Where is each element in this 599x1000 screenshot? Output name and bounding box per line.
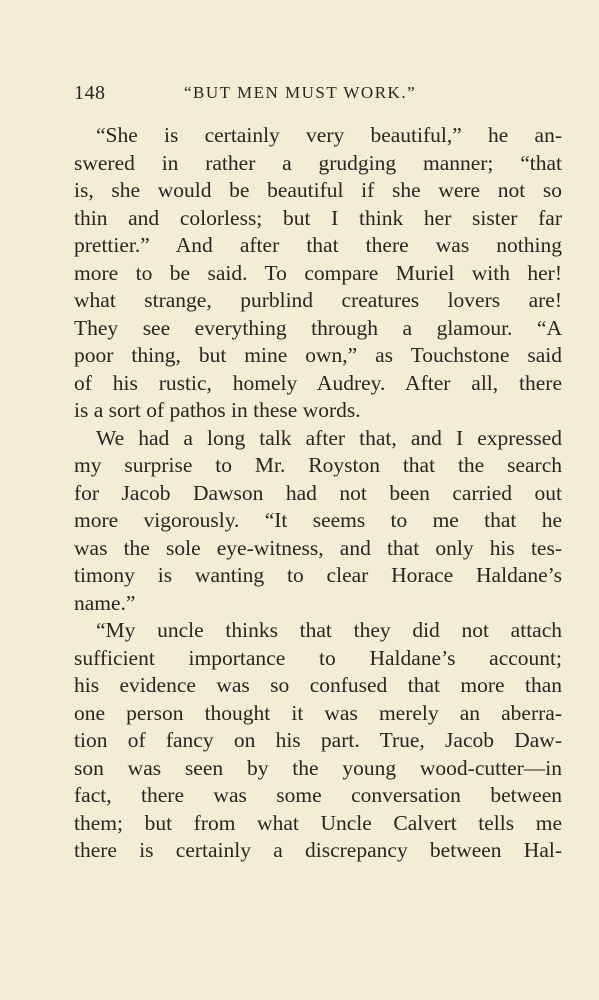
text-line: fact, there was some conversation between bbox=[74, 783, 562, 807]
text-line: thin and colorless; but I think her sister far bbox=[74, 205, 562, 230]
text-line: was the sole eye-witness, and that only his tes- bbox=[74, 535, 562, 560]
text-line: prettier.” And after that there was nothing bbox=[74, 233, 562, 257]
text-line: more vigorously. “It seems to me that he bbox=[74, 508, 562, 532]
text-line: sufficient importance to Haldane’s account; bbox=[74, 645, 562, 670]
text-line: my surprise to Mr. Royston that the search bbox=[74, 453, 562, 477]
text-line: more to be said. To compare Muriel with her! bbox=[74, 260, 562, 285]
text-line: there is certainly a discrepancy between Hal- bbox=[74, 838, 562, 862]
text-line: them; but from what Uncle Calvert tells me bbox=[74, 810, 562, 835]
text-line: his evidence was so confused that more than bbox=[74, 673, 562, 697]
text-line: what strange, purblind creatures lovers are! bbox=[74, 288, 562, 312]
text-line: one person thought it was merely an aberra- bbox=[74, 700, 562, 725]
text-line: is a sort of pathos in these words. bbox=[74, 398, 361, 422]
text-line: swered in rather a grudging manner; “that bbox=[74, 150, 562, 175]
text-line: poor thing, but mine own,” as Touchstone said bbox=[74, 343, 562, 367]
text-line: son was seen by the young wood-cutter—in bbox=[74, 755, 562, 780]
text-line: “She is certainly very beautiful,” he an- bbox=[96, 123, 562, 147]
text-line: timony is wanting to clear Horace Haldane’s bbox=[74, 563, 562, 587]
body-text bbox=[74, 122, 562, 865]
text-line: name.” bbox=[74, 590, 136, 615]
text-line: We had a long talk after that, and I expressed bbox=[96, 425, 562, 450]
page-header bbox=[74, 78, 564, 108]
text-line: “My uncle thinks that they did not attach bbox=[96, 618, 562, 642]
running-head: “BUT MEN MUST WORK.” bbox=[184, 83, 417, 102]
text-line: for Jacob Dawson had not been carried out bbox=[74, 480, 562, 505]
text-line: tion of fancy on his part. True, Jacob Daw- bbox=[74, 728, 562, 752]
text-line: They see everything through a glamour. “A bbox=[74, 315, 562, 340]
page-number: 148 bbox=[74, 82, 106, 104]
text-line: of his rustic, homely Audrey. After all, there bbox=[74, 370, 562, 395]
text-line: is, she would be beautiful if she were not so bbox=[74, 178, 562, 202]
